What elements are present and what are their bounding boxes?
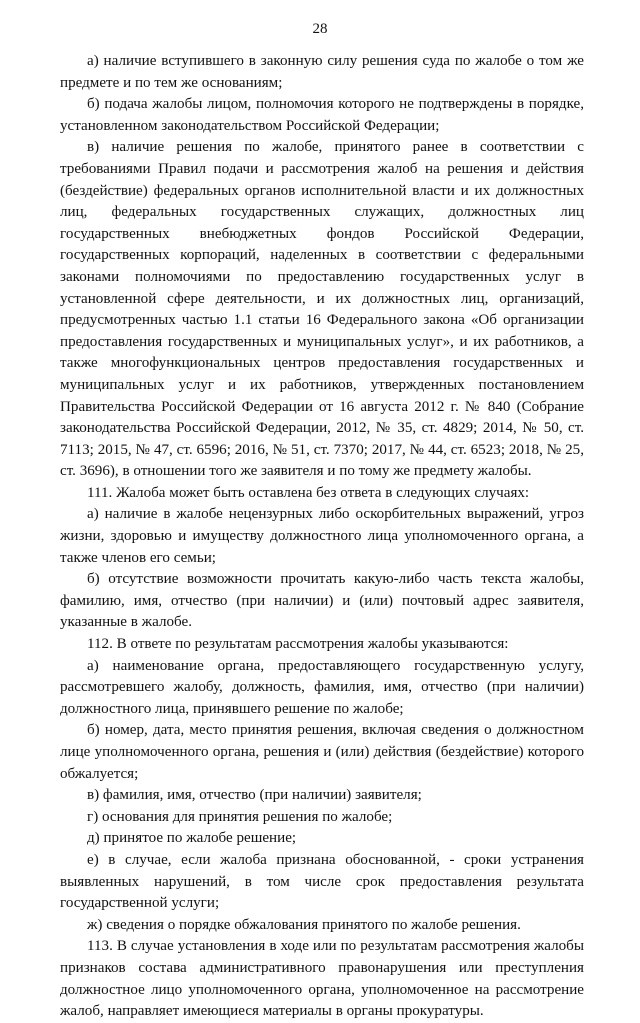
- paragraph-113-prosecution: 113. В случае установления в ходе или по результатам рассмотрения жалобы признаков состава административного правонарушения или преступления должностное лицо уполномоченного органа, уполномоченное на рассмотрение жалоб, направляет имеющиеся материалы в органы прокуратуры.: [60, 938, 584, 1020]
- paragraph-a-court-decision: а) наличие вступившего в законную силу решения суда по жалобе о том же предмете и по тем же основаниям;: [60, 53, 584, 91]
- paragraph-v-previous-decision: в) наличие решения по жалобе, принятого ранее в соответствии с требованиями Правил подачи и рассмотрения жалоб на решения и действия (бездействие) федеральных органов исполнительной власти и их должностных лиц, федеральных государственных служащих, должностных лиц государственных внебюджетных фондов Российской Федерации, государственных корпораций, наделенных в соответствии с федеральными законами полномочиями по предоставлению государственных услуг в установленной сфере деятельности, и их должностных лиц, организаций, предусмотренных частью 1.1 статьи 16 Федерального закона «Об организации предоставления государственных и муниципальных услуг», и их работников, а также многофункциональных центров предоставления государственных и муниципальных услуг и их работников, утвержденных постановлением Правительства Российской Федерации от 16 августа 2012 г. № 840 (Собрание законодательства Российской Федерации, 2012, № 35, ст. 4829; 2014, № 50, ст. 7113; 2015, № 47, ст. 6596; 2016, № 51, ст. 7370; 2017, № 44, ст. 6523; 2018, № 25, ст. 3696), в отношении того же заявителя и по тому же предмету жалобы.: [60, 139, 584, 480]
- paragraph-111-heading: 111. Жалоба может быть оставлена без ответа в следующих случаях:: [87, 484, 530, 501]
- paragraph-112-e-remedy-terms: е) в случае, если жалоба признана обоснованной, - сроки устранения выявленных нарушений, в том числе срок предоставления результата государственной услуги;: [60, 851, 584, 912]
- paragraph-111-b-unreadable-text: б) отсутствие возможности прочитать какую-либо часть текста жалобы, фамилию, имя, отчество (при наличии) и (или) почтовый адрес заявителя, указанные в жалобе.: [60, 571, 584, 631]
- paragraph-112-heading: 112. В ответе по результатам рассмотрения жалобы указываются:: [87, 636, 509, 653]
- paragraph-112-g-grounds: г) основания для принятия решения по жалобе;: [87, 808, 393, 825]
- paragraph-111-a-obscene-language: а) наличие в жалобе нецензурных либо оскорбительных выражений, угроз жизни, здоровью и имуществу должностного лица уполномоченного органа, а также членов его семьи;: [60, 506, 584, 566]
- paragraph-112-a-organ-name: а) наименование органа, предоставляющего государственную услугу, рассмотревшего жалобу, должность, фамилия, имя, отчество (при наличии) должностного лица, принявшего решение по жалобе;: [60, 657, 584, 717]
- paragraph-112-d-decision: д) принятое по жалобе решение;: [87, 830, 297, 847]
- document-body: [60, 51, 584, 1023]
- page-number: 28: [312, 21, 328, 37]
- paragraph-112-v-applicant-name: в) фамилия, имя, отчество (при наличии) заявителя;: [87, 787, 422, 804]
- paragraph-112-zh-appeal-procedure: ж) сведения о порядке обжалования принятого по жалобе решения.: [87, 916, 521, 933]
- paragraph-112-b-decision-number: б) номер, дата, место принятия решения, включая сведения о должностном лице уполномоченного органа, решения и (или) действия (бездействие) которого обжалуется;: [60, 722, 584, 782]
- paragraph-b-unconfirmed-authority: б) подача жалобы лицом, полномочия которого не подтверждены в порядке, установленном законодательством Российской Федерации;: [60, 96, 584, 134]
